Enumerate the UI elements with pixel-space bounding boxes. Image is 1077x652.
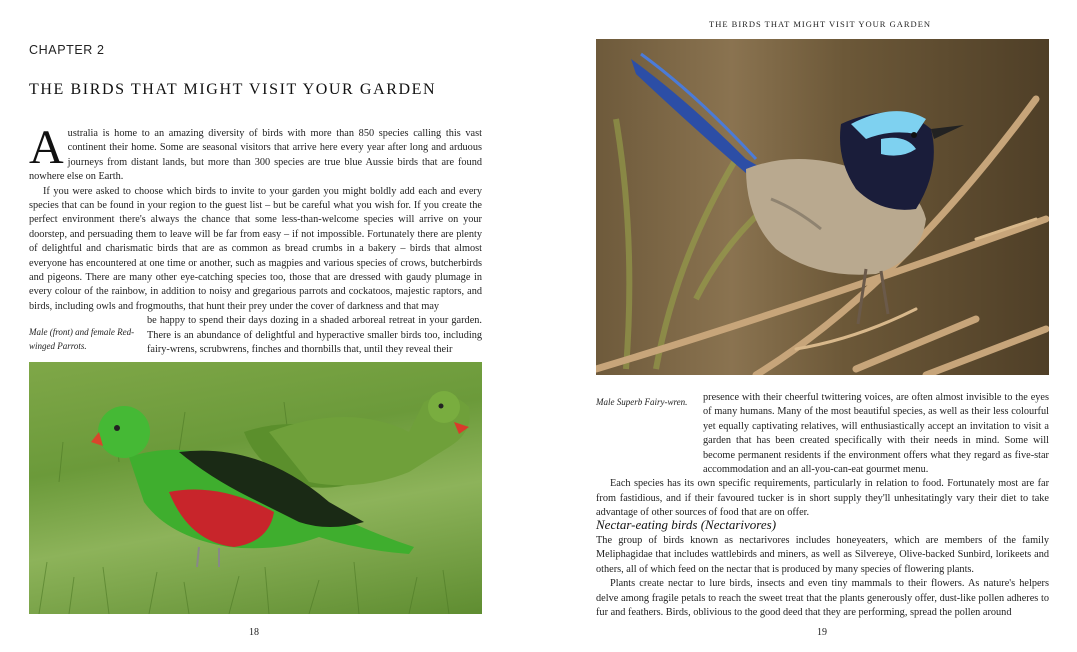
paragraph: The group of birds known as nectarivores includes honeyeaters, which are members of the family Meliphagidae that includes wattlebirds and miners, as well as Silvereye, Olive-backed Sunbird, lorikeets and others, all of which feed on the nectar that is produced by many species of flowering plants. (596, 535, 1049, 575)
paragraph: Each species has its own specific requirements, particularly in relation to food. Fortunately most are far from fastidious, and if their favoured tucker is in short supply they'll unhesitatingly vary their diet to take advantage of other sources of food that are on offer. (596, 478, 1049, 519)
page-number: 18 (249, 627, 259, 638)
right-page (539, 0, 1077, 652)
running-head: THE BIRDS THAT MIGHT VISIT YOUR GARDEN (709, 19, 932, 29)
wren-illustration (596, 39, 1049, 375)
left-body-text (29, 121, 482, 358)
parrot-caption: Male (front) and female Red-winged Parrots. (29, 327, 135, 351)
right-body-text (596, 391, 1049, 521)
left-page (0, 0, 538, 652)
chapter-title: THE BIRDS THAT MIGHT VISIT YOUR GARDEN (29, 81, 437, 98)
wren-caption: Male Superb Fairy-wren. (596, 397, 688, 407)
superb-fairy-wren-photo (596, 39, 1049, 375)
paragraph: Plants create nectar to lure birds, insects and even tiny mammals to their flowers. As nature's helpers delve among fragile petals to reach the sweet treat that the plants generously offer, dust-like pollen adheres to fur and feathers. Birds, oblivious to the good deed that they are performing, spread the pollen around (596, 578, 1049, 619)
paragraph-continuation: be happy to spend their days dozing in a shaded arboreal retreat in your garden. There is an abundance of delightful and hyperactive smaller birds too, including fairy-wrens, scrubwrens, finches and thornbills that, until they reveal their (147, 315, 482, 356)
section-subheading: Nectar-eating birds (Nectarivores) (596, 517, 777, 532)
paragraph: presence with their cheerful twittering voices, are often almost invisible to the eyes of many humans. Many of the most beautiful species, as well as their less colourful yet equally captivating relatives, will enthusiastically accept an invitation to visit a garden that has been created specifically with their needs in mind. Some will become permanent residents if the environment offers what they regard as five-star accommodation and an all-you-can-eat gourmet menu. (703, 392, 1049, 476)
paragraph: Australia is home to an amazing diversity of birds with more than 850 species calling this vast continent their home. Some are seasonal visitors that arrive here every year after long and arduous journeys from distant lands, but more than 300 species are true blue Aussie birds that are found nowhere else on Earth. (29, 121, 482, 183)
paragraph: If you were asked to choose which birds to invite to your garden you might boldly add each and every species that can be found in your region to the guest list – but be careful what you wish for. If you create the perfect environment there's always the chance that some less-than-welcome species will arrive on your doorstep, and persuading them to leave will be far from easy – if not impossible. Fortunately there are plenty of delightful and charismatic birds that are as common as bread crumbs in a bakery – birds that almost everyone has encountered at one time or another, such as magpies and various species of crows, butcherbirds and pigeons. There are many other eye-catching species too, those that are dressed with gaudy plumage in every colour of the rainbow, in addition to noisy and gregarious parrots and cockatoos, majestic raptors, and birds, including owls and frogmouths, that hunt their prey under the cover of darkness and that may (29, 185, 482, 312)
page-number: 19 (817, 627, 827, 638)
right-body-text-2 (596, 534, 1049, 620)
chapter-label: CHAPTER 2 (29, 43, 105, 57)
parrots-illustration (29, 362, 482, 614)
drop-cap: A (29, 121, 64, 174)
red-winged-parrots-photo (29, 362, 482, 614)
